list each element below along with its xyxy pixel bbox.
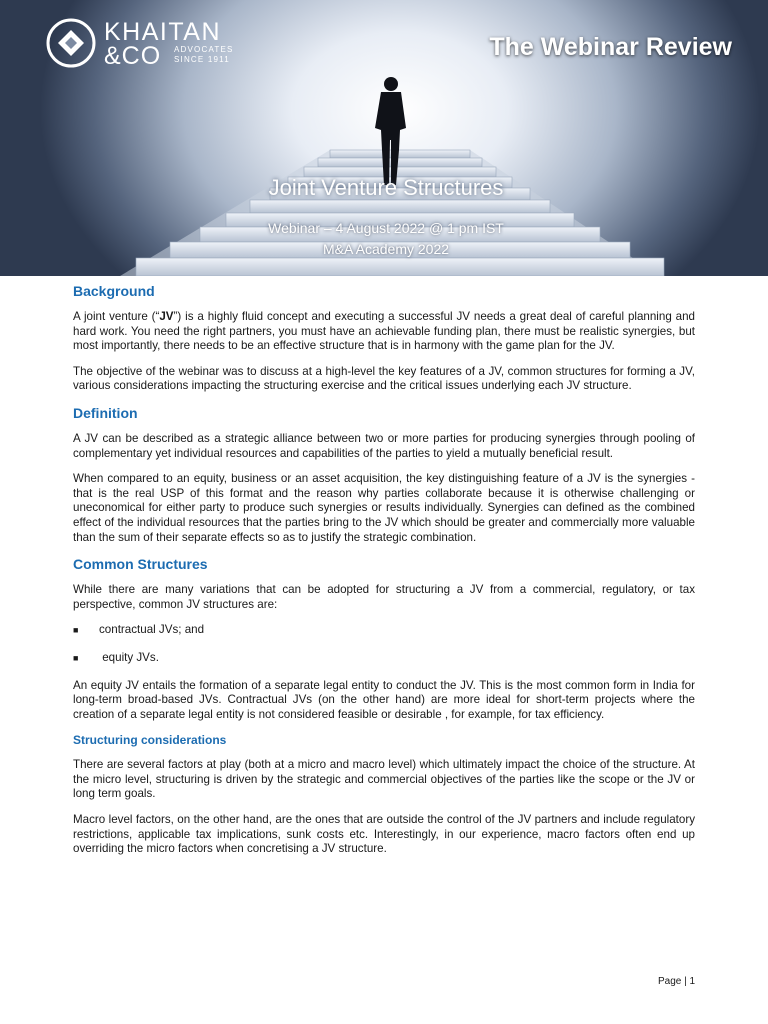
bullet-icon: ■ xyxy=(73,652,79,663)
heading-background: Background xyxy=(73,283,155,299)
background-paragraph-2: The objective of the webinar was to discuss at a high-level the key features of a JV, common structures for forming a JV, various considerations impacting the structuring exercise and the critical issues underlying each JV structure. xyxy=(73,364,695,393)
list-item-text: contractual JVs; and xyxy=(99,623,205,637)
heading-definition: Definition xyxy=(73,404,138,421)
structuring-paragraph-2: Macro level factors, on the other hand, are the ones that are outside the control of the JV partners and include regulatory restrictions, applicable tax implications, sunk costs etc. Interestingly, in our experience, macro factors often end up overriding the micro factors when concretising a JV structure. xyxy=(73,813,695,856)
logo-name: KHAITAN xyxy=(104,18,221,46)
list-item xyxy=(73,623,695,638)
document-body xyxy=(73,283,695,868)
background-paragraph-1 xyxy=(73,310,695,354)
definition-paragraph-1: A JV can be described as a strategic alliance between two or more parties for producing synergies through pooling of complementary yet individual resources and capabilities of the parties to yield a mutually beneficial result. xyxy=(73,431,695,460)
header-banner xyxy=(0,0,768,276)
text-run: A joint venture (“ xyxy=(73,310,160,323)
heading-structuring-considerations: Structuring considerations xyxy=(73,733,227,748)
logo-co: &CO xyxy=(104,42,162,70)
common-structures-paragraph-2: An equity JV entails the formation of a separate legal entity to conduct the JV. This is the most common form in India for long-term broad-based JVs. Contractual JVs (on the other hand) are more ideal for short-term projects where the creation of a separate legal entity is not considered feasible or desirable , for example, for tax efficiency. xyxy=(73,678,695,721)
structuring-paragraph-1: There are several factors at play (both at a micro and macro level) which ultimately impact the choice of the structure. At the micro level, structuring is driven by the strategic and commercial objectives of the parties like the scope or the JV or long term goals. xyxy=(73,758,695,801)
definition-paragraph-2: When compared to an equity, business or an asset acquisition, the key distinguishing feature of a JV is the synergies - that is the real USP of this format and the reason why parties collaborate because it is otherwise challenging or uneconomical for either party to produce such synergies or results individually. Synergies can defined as the combined effect of the individual resources that the parties bring to the JV which should be greater and commercially more valuable than the sum of their separate effects so as to justify the strategic combination. xyxy=(73,472,695,544)
logo-tagline-1: ADVOCATES xyxy=(174,45,234,54)
logo-tagline-2: SINCE 1911 xyxy=(174,55,230,64)
logo-emblem-icon xyxy=(46,18,96,68)
webinar-date: Webinar – 4 August 2022 @ 1 pm IST xyxy=(268,220,504,236)
text-run: ”) is a highly fluid concept and executing a successful JV needs a great deal of careful planning and hard work. You need the right partners, you must have an achievable funding plan, there must be realistic synergies, but most importantly, there needs to be an effective structure that is in harmony with the game plan for the JV. xyxy=(73,310,695,353)
term-jv: JV xyxy=(159,310,174,323)
list-item xyxy=(73,651,695,666)
document-title: Joint Venture Structures xyxy=(268,175,504,200)
common-structures-paragraph-1: While there are many variations that can be adopted for structuring a JV from a commercial, regulatory, or tax perspective, common JV structures are: xyxy=(73,583,695,611)
publication-title: The Webinar Review xyxy=(489,33,732,61)
page-number: Page | 1 xyxy=(658,976,696,987)
academy-name: M&A Academy 2022 xyxy=(322,241,450,257)
list-item-text: equity JVs. xyxy=(99,650,159,664)
heading-common-structures: Common Structures xyxy=(73,556,208,573)
khaitan-logo xyxy=(46,18,246,70)
bullet-icon: ■ xyxy=(73,625,79,636)
